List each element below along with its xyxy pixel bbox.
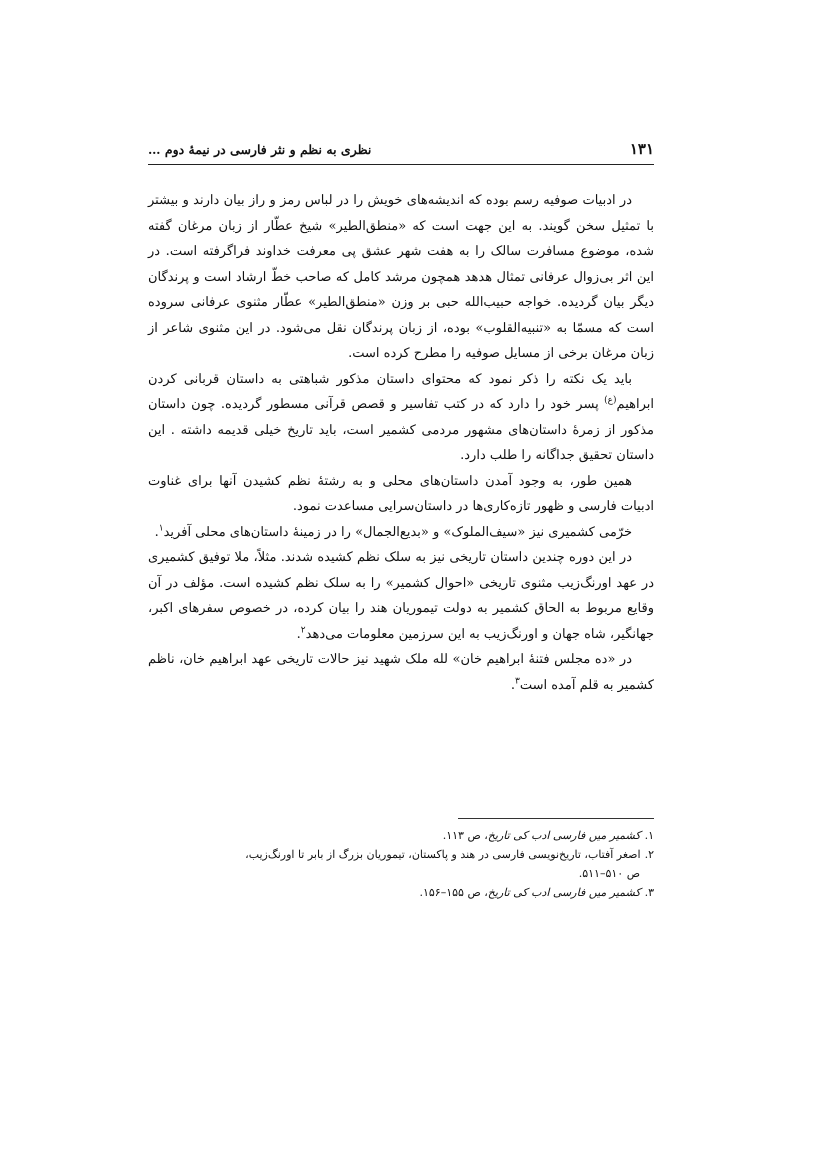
paragraph-6 — [148, 647, 654, 698]
footnote-continuation: ص ۵۱۰–۵۱۱. — [578, 867, 640, 880]
paragraph-2-part-2: پسر خود را دارد که در کتب تفاسیر و قصص قرآنی مسطور گردیده. چون داستان مذکور از زمرهٔ داستان‌های مشهور مردمی کشمیر است، باید تاریخ خیلی قدیمه داشته . این داستان تحقیق جداگانه را طلب دارد. — [148, 397, 654, 463]
footnote-source-title: کشمیر میں فارسی ادب کی تاریخ — [487, 829, 641, 842]
paragraph-3: همین طور، به وجود آمدن داستان‌های محلی و به رشتهٔ نظم کشیدن آنها برای غناوت ادبیات فارسی و ظهور تازه‌کاری‌ها در داستان‌سرایی مساعدت نمود. — [148, 473, 654, 514]
paragraph-4-text: خرّمی کشمیری نیز «سیف‌الملوک» و «بدیع‌الجمال» را در زمینهٔ داستان‌های محلی آفرید — [163, 524, 632, 540]
paragraph-4 — [148, 520, 654, 546]
paragraph-1: در ادبیات صوفیه رسم بوده که اندیشه‌های خویش را در لباس رمز و راز بیان دارند و بیشتر با تمثیل سخن گویند. به این جهت است که «منطق‌الطیر» شیخ عطّار از زبان مرغان گفته شده، موضوع مسافرت سالک را به هفت شهر عشق پی معرفت خداوند فراگرفته است. در این اثر بی‌زوال عرفانی تمثال هدهد همچون مرشد کامل که صاحب خطّ ارشاد است و پرندگان دیگر بیان گردیده. خواجه حبیب‌الله حبی بر وزن «منطق‌الطیر» عطّار مثنوی عرفانی سروده است که مسمّا به «تنبیه‌القلوب» بوده، از زبان پرندگان نقل می‌شود. در این مثنوی شاعر از زبان مرغان برخی از مسایل صوفیه را مطرح کرده است. — [148, 193, 654, 361]
footnote-ref-2[interactable]: ۲ — [300, 625, 306, 636]
footnote-2 — [148, 845, 654, 883]
paragraph-5-end: . — [296, 626, 301, 642]
paragraph-2 — [148, 367, 654, 469]
page-header — [148, 140, 654, 162]
paragraph-2-part-1: باید یک نکته را ذکر نمود که محتوای داستان مذکور شباهتی به داستان قربانی کردن ابراهیم — [148, 371, 654, 412]
footnote-number: ۳. — [644, 886, 654, 899]
footnotes — [148, 826, 654, 902]
footnote-ref-3[interactable]: ۳ — [514, 676, 520, 687]
page-number: ۱۳۱ — [629, 140, 654, 158]
footnote-rest: ، ص ۱۱۳. — [442, 829, 488, 842]
footnote-1 — [148, 826, 654, 845]
footnote-text: اصغر آفتاب، تاریخ‌نویسی فارسی در هند و پاکستان، تیموریان بزرگ از بابر تا اورنگ‌زیب، — [245, 848, 641, 861]
header-rule — [148, 164, 654, 165]
paragraph-4-end: . — [154, 524, 159, 540]
footnote-source-title: کشمیر میں فارسی ادب کی تاریخ — [487, 886, 641, 899]
footnote-ref-1[interactable]: ۱ — [158, 523, 164, 534]
footnote-3 — [148, 883, 654, 902]
footnote-number: ۲. — [644, 848, 654, 861]
paragraph-6-end: . — [510, 677, 515, 693]
paragraph-5 — [148, 545, 654, 647]
footnote-rule — [458, 818, 654, 819]
running-title: نظری به نظم و نثر فارسی در نیمهٔ دوم … — [148, 142, 372, 157]
paragraph-5-text: در این دوره چندین داستان تاریخی نیز به سلک نظم کشیده شدند. مثلاً، ملا توفیق کشمیری در عهد اورنگ‌زیب مثنوی تاریخی «احوال کشمیر» را به سلک نظم کشیده است. مؤلف در آن وقایع مربوط به الحاق کشمیر به دولت تیموریان هند را بیان کرده، در خصوص سفرهای اکبر، جهانگیر، شاه جهان و اورنگ‌زیب به این سرزمین معلومات می‌دهد — [148, 550, 654, 642]
honorific-superscript: (ع) — [604, 395, 617, 406]
footnote-rest: ، ص ۱۵۵–۱۵۶. — [419, 886, 488, 899]
paragraph-6-text: در «ده مجلس فتنهٔ ابراهیم خان» لله ملک شهید نیز حالات تاریخی عهد ابراهیم خان، ناظم کشمیر به قلم آمده است — [148, 652, 654, 693]
body-text — [148, 188, 654, 698]
footnote-number: ۱. — [644, 829, 654, 842]
